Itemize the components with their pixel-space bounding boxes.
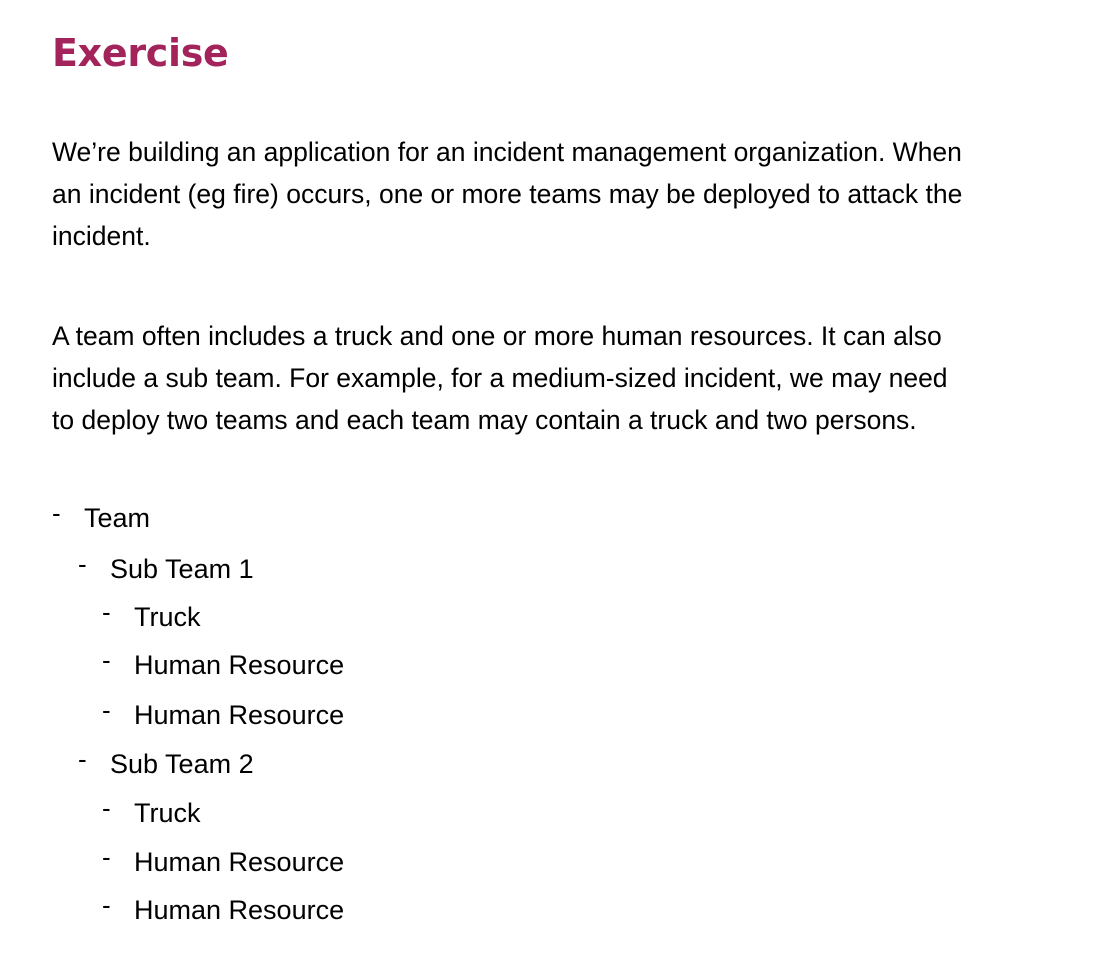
- tree-item-label: Team: [84, 503, 151, 533]
- dash-bullet: -: [102, 890, 111, 920]
- tree-item-label: Truck: [134, 798, 201, 828]
- team-description-paragraph: [52, 315, 1082, 441]
- tree-item-label: Truck: [134, 602, 201, 632]
- tree-item-label: Human Resource: [134, 895, 345, 925]
- page-title: Exercise: [52, 31, 229, 75]
- dash-bullet: -: [102, 842, 111, 872]
- tree-item-label: Human Resource: [134, 847, 345, 877]
- intro-paragraph: [52, 131, 1082, 257]
- paragraph-line: an incident (eg fire) occurs, one or more teams may be deployed to attack the: [52, 179, 963, 209]
- dash-bullet: -: [102, 597, 111, 627]
- tree-item-label: Human Resource: [134, 650, 345, 680]
- dash-bullet: -: [102, 695, 111, 725]
- dash-bullet: -: [78, 549, 87, 579]
- paragraph-line: We’re building an application for an incident management organization. When: [52, 137, 962, 167]
- tree-item-label: Sub Team 2: [110, 749, 254, 779]
- paragraph-line: A team often includes a truck and one or more human resources. It can also: [52, 321, 942, 351]
- paragraph-line: include a sub team. For example, for a medium-sized incident, we may need: [52, 363, 948, 393]
- paragraph-line: to deploy two teams and each team may contain a truck and two persons.: [52, 405, 917, 435]
- paragraph-line: incident.: [52, 221, 151, 251]
- dash-bullet: -: [102, 645, 111, 675]
- dash-bullet: -: [78, 744, 87, 774]
- tree-item-label: Sub Team 1: [110, 554, 254, 584]
- dash-bullet: -: [52, 498, 61, 528]
- tree-item-label: Human Resource: [134, 700, 345, 730]
- dash-bullet: -: [102, 793, 111, 823]
